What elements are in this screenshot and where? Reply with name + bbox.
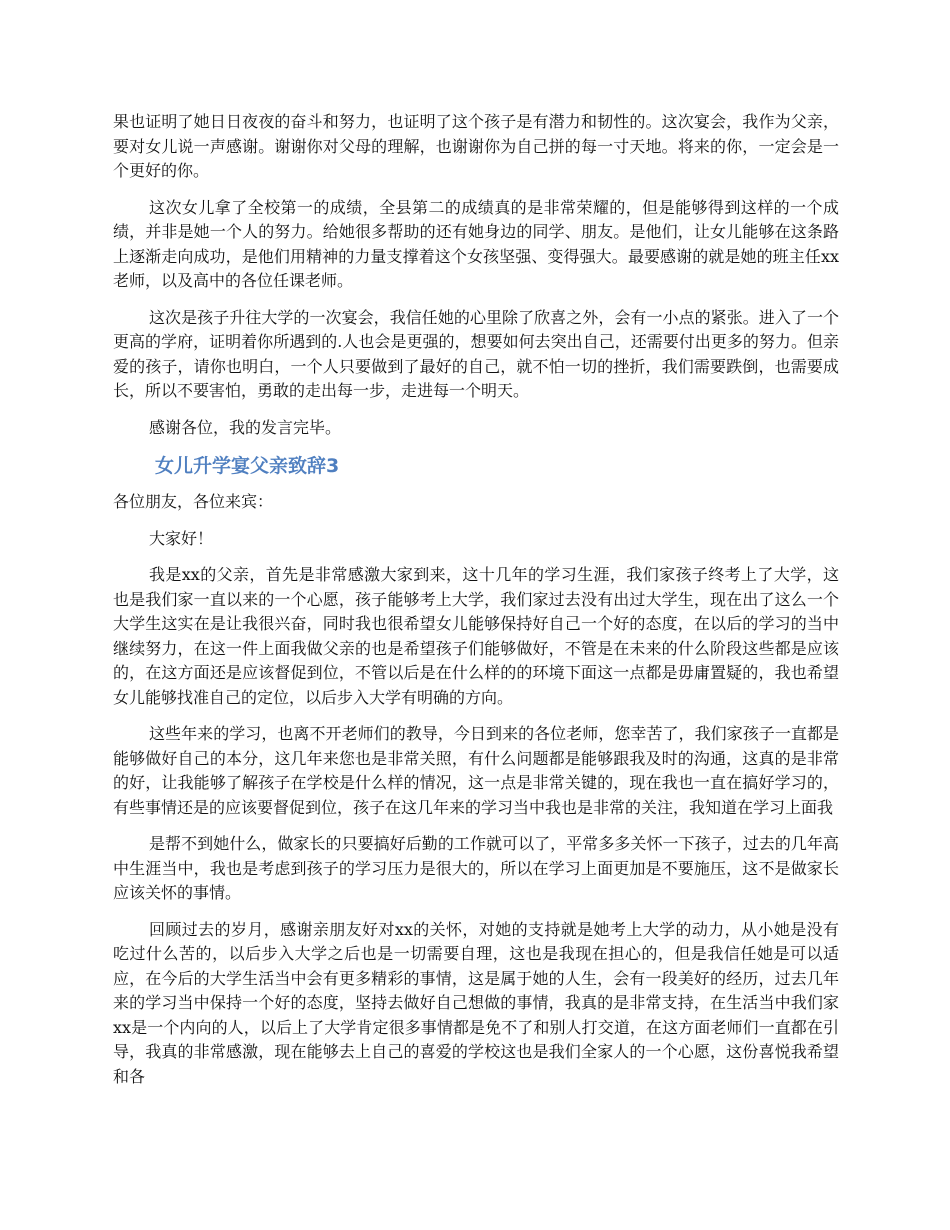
paragraph: 回顾过去的岁月，感谢亲朋友好对xx的关怀，对她的支持就是她考上大学的动力，从小她是没有吃过什么苦的，以后步入大学之后也是一切需要自理，这也是我现在担心的，但是我信任她是可以适应，在今后的大学生活当中会有更多精彩的事情，这是属于她的人生，会有一段美好的经历，过去几年来的学习当中保持一个好的态度，坚持去做好自己想做的事情，我真的是非常支持，在生活当中我们家xx是一个内向的人，以后上了大学肯定很多事情都是免不了和别人打交道，在这方面老师们一直都在引导，我真的非常感激，现在能够去上自己的喜爱的学校这也是我们全家人的一个心愿，这份喜悦我希望和各: [113, 919, 839, 1086]
paragraph: 我是xx的父亲，首先是非常感激大家到来，这十几年的学习生涯，我们家孩子终考上了大学，这也是我们家一直以来的一个心愿，孩子能够考上大学，我们家过去没有出过大学生，现在出了这么一个大学生这实在是让我很兴奋，同时我也很希望女儿能够保持好自己一个好的态度，在以后的学习的当中继续努力，在这一件上面我做父亲的也是希望孩子们能够做好，不管是在未来的什么阶段这些都是应该的，在这方面还是应该督促到位，不管以后是在什么样的的环境下面这一点都是毋庸置疑的，我也希望女儿能够找准自己的定位，以后步入大学有明确的方向。: [113, 565, 839, 707]
paragraph: 大家好！: [149, 528, 214, 548]
paragraph: 这些年来的学习，也离不开老师们的教导，今日到来的各位老师，您幸苦了，我们家孩子一直都是能够做好自己的本分，这几年来您也是非常关照，有什么问题都是能够跟我及时的沟通，这真的是非常的好，让我能够了解孩子在学校是什么样的情况，这一点是非常关键的，现在我也一直在搞好学习的，有些事情还是的应该要督促到位，孩子在这几年来的学习当中我也是非常的关注，我知道在学习上面我: [113, 724, 839, 817]
paragraph: 这次女儿拿了全校第一的成绩，全县第二的成绩真的是非常荣耀的，但是能够得到这样的一个成绩，并非是她一个人的努力。给她很多帮助的还有她身边的同学、朋友。是他们，让女儿能够在这条路上逐渐走向成功，是他们用精神的力量支撑着这个女孩坚强、变得强大。最要感谢的就是她的班主任xx老师，以及高中的各位任课老师。: [113, 197, 839, 290]
paragraph: 是帮不到她什么，做家长的只要搞好后勤的工作就可以了，平常多多关怀一下孩子，过去的几年高中生涯当中，我也是考虑到孩子的学习压力是很大的，所以在学习上面更加是不要施压，这不是做家长应该关怀的事情。: [113, 834, 839, 902]
paragraph: 这次是孩子升往大学的一次宴会，我信任她的心里除了欣喜之外，会有一小点的紧张。进入了一个更高的学府，证明着你所遇到的.人也会是更强的，想要如何去突出自己，还需要付出更多的努力。但亲爱的孩子，请你也明白，一个人只要做到了最好的自己，就不怕一切的挫折，我们需要跌倒，也需要成长，所以不要害怕，勇敢的走出每一步，走进每一个明天。: [113, 307, 839, 400]
paragraph-closing: 感谢各位，我的发言完毕。: [149, 417, 342, 437]
section-heading: 女儿升学宴父亲致辞3: [155, 455, 340, 477]
document-page: [113, 110, 839, 1101]
paragraph-continuation: 果也证明了她日日夜夜的奋斗和努力，也证明了这个孩子是有潜力和韧性的。这次宴会，我作为父亲，要对女儿说一声感谢。谢谢你对父母的理解，也谢谢你为自己拼的每一寸天地。将来的你，一定会是一个更好的你。: [113, 112, 839, 180]
greeting-line: 各位朋友，各位来宾：: [113, 492, 274, 511]
